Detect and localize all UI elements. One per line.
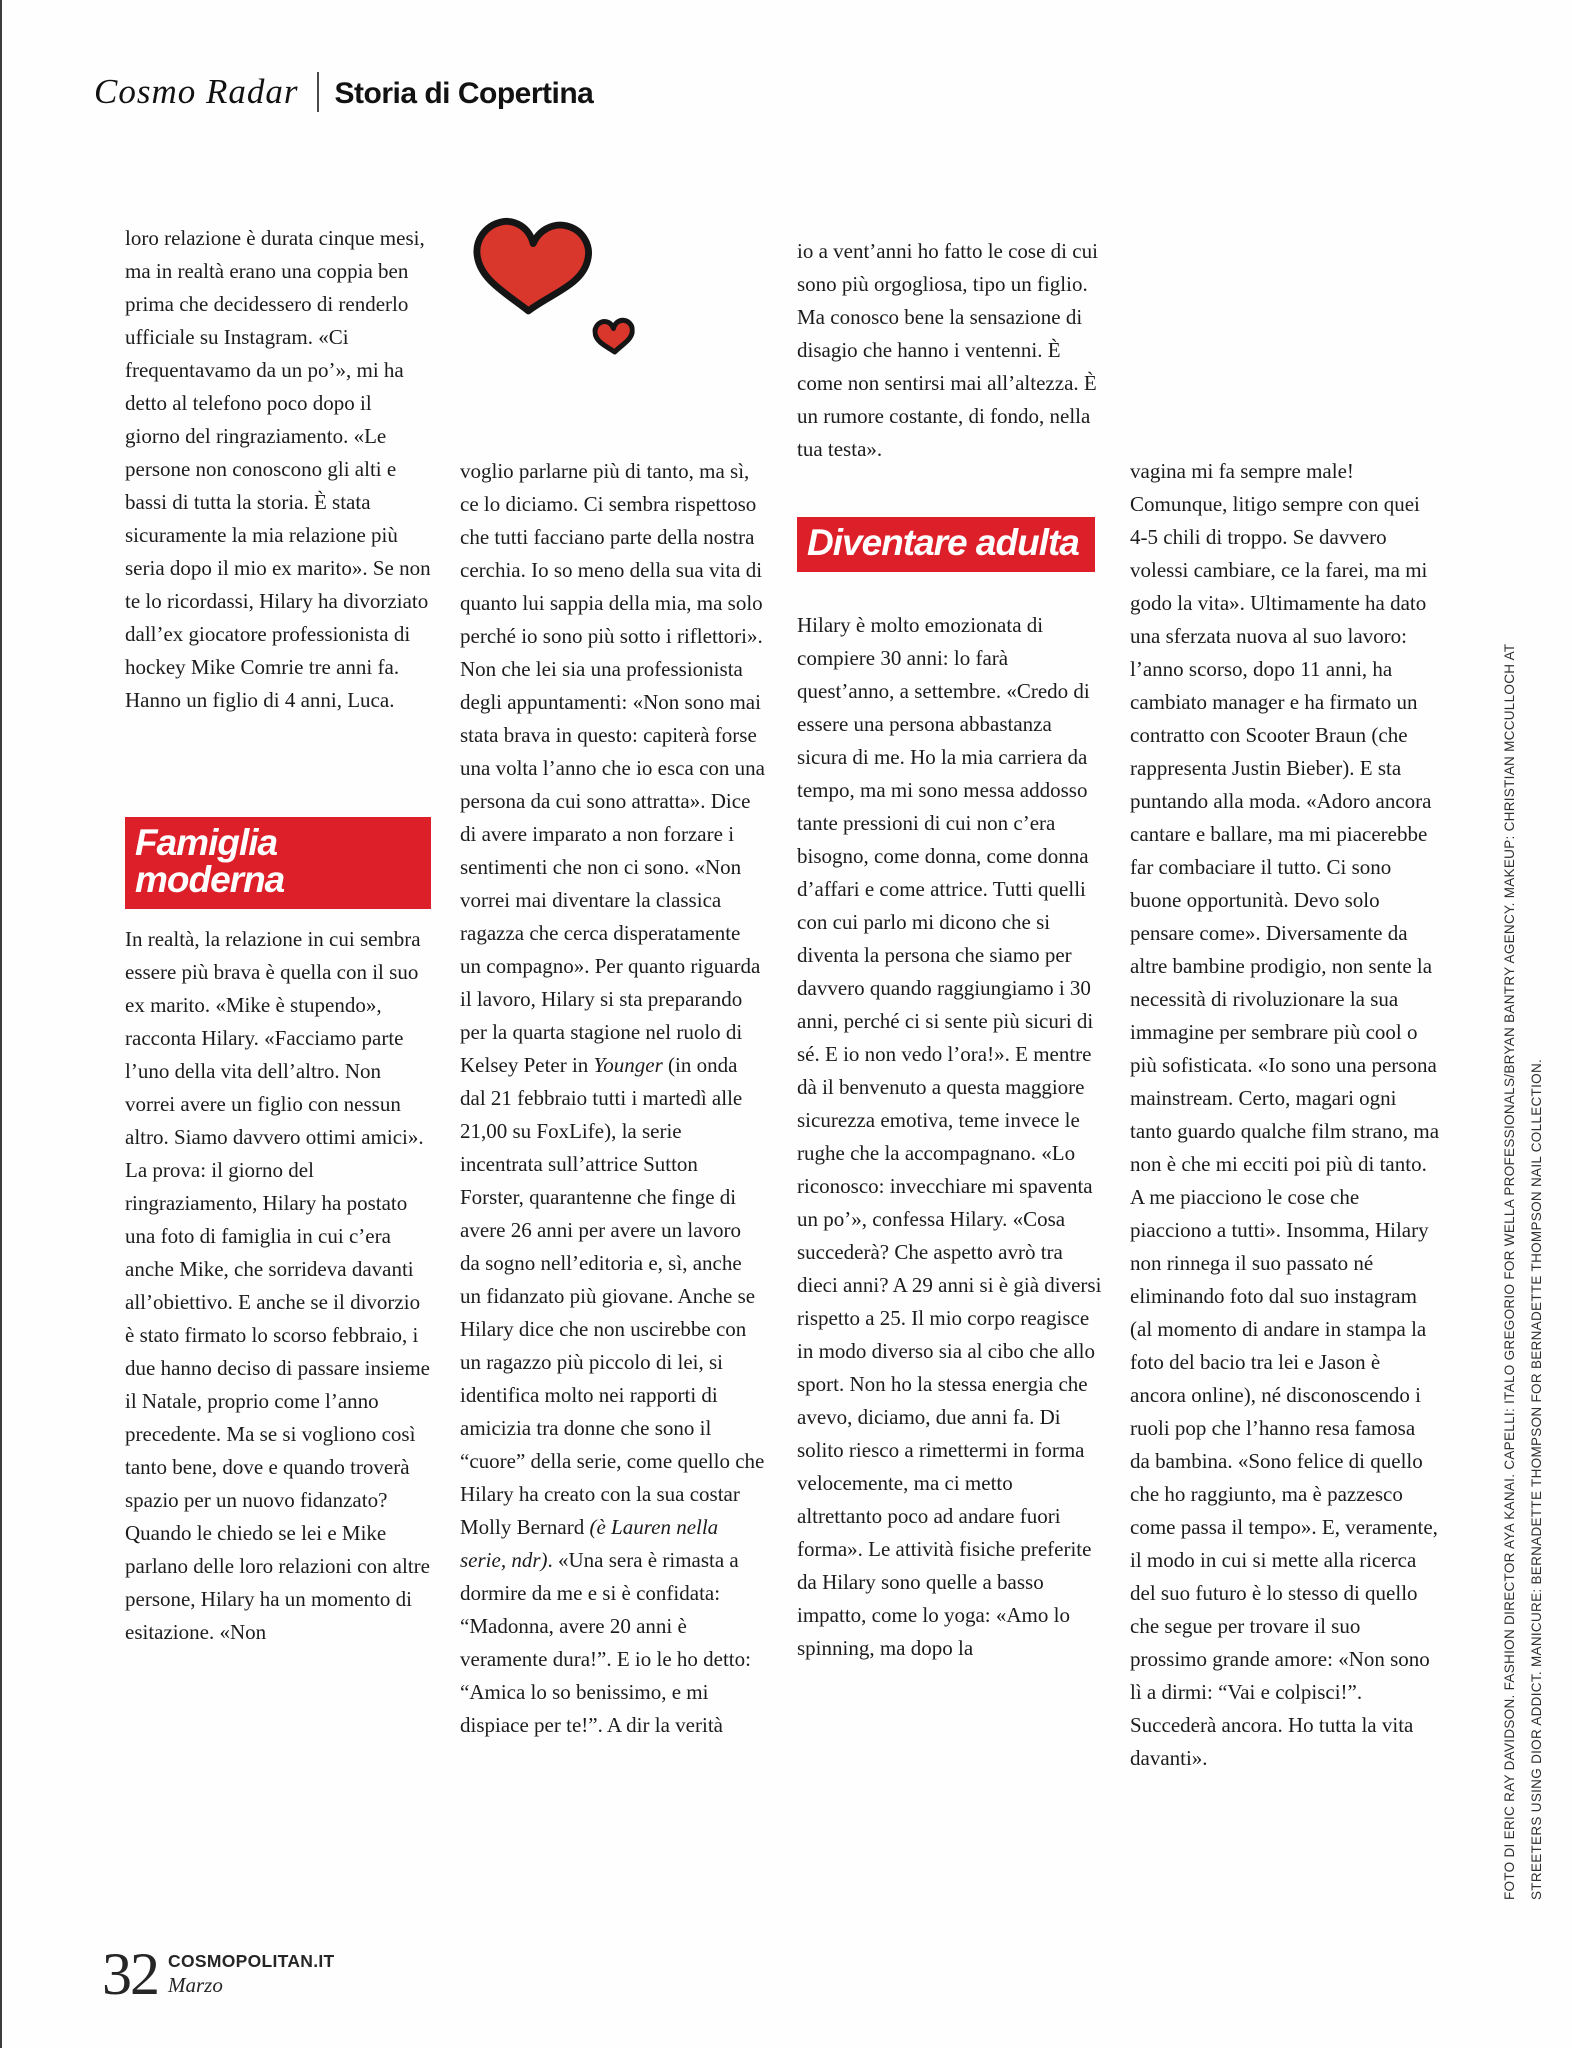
page-edge-line bbox=[0, 0, 2, 2048]
article-paragraph: Quando le chiedo se lei e Mike parlano delle loro relazioni con altre persone, Hilary ha un momento di esitazione. «Non bbox=[125, 1521, 430, 1644]
section-heading-famiglia-moderna: Famiglia moderna bbox=[125, 817, 431, 909]
article-paragraph: loro relazione è durata cinque mesi, ma in realtà erano una coppia ben prima che decidessero di renderlo ufficiale su Instagram. «Ci frequentavamo da un po’», mi ha detto al telefono poco dopo il giorno del ringraziamento. «Le persone non conoscono gli alti e bassi di tutta la storia. È stata sicuramente la mia relazione più seria dopo il mio ex marito». Se non te lo ricordassi, Hilary ha divorziato dall’ex giocatore professionista di hockey Mike Comrie tre anni fa. Hanno un figlio di 4 anni, Luca. bbox=[125, 226, 431, 712]
page-number: 32 bbox=[102, 1941, 158, 2007]
article-paragraph: vagina mi fa sempre male! Comunque, litigo sempre con quei 4-5 chili di troppo. Se davvero volessi cambiare, ce la farei, ma mi godo la vita». Ultimamente ha dato una sferzata nuova al suo lavoro: l’anno scorso, dopo 11 anni, ha cambiato manager e ha firmato un contratto con Scooter Braun (che rappresenta Justin Bieber). E sta puntando alla moda. «Adoro ancora cantare e ballare, ma mi piacerebbe far combaciare il tutto. Ci sono buone opportunità. Devo solo pensare come». Diversamente da altre bambine prodigio, non sente la necessità di rivoluzionare la sua immagine per sembrare più cool o più sofisticata. «Io sono una persona mainstream. Certo, magari ogni tanto guardo qualche film strano, ma non è che mi ecciti poi più di tanto. A me piacciono le cose che piacciono a tutti». Insomma, Hilary non rinnega il suo passato né eliminando foto dal suo instagram (al momento di andare in stampa la foto del bacio tra lei e Jason è ancora online), né disconoscendo i ruoli pop che l’hanno resa famosa da bambina. «Sono felice di quello che ho raggiunto, ma è pazzesco come passa il tempo». E, veramente, il modo in cui si mette alla ricerca del suo futuro è lo stesso di quello che segue per trovare il suo prossimo grande amore: «Non sono lì a dirmi: “Vai e colpisci!”. Succederà ancora. Ho tutta la vita davanti». bbox=[1130, 459, 1440, 1770]
article-column-1 bbox=[125, 222, 431, 1649]
article-paragraph: Hilary è molto emozionata di compiere 30 anni: lo farà quest’anno, a settembre. «Credo di essere una persona abbastanza sicura di me. Ho la mia carriera da tempo, ma mi sono messa addosso tante pressioni di cui non c’era bisogno, come donna, come donna d’affari e come attrice. Tutti quelli con cui parlo mi dicono che si diventa la persona che siamo per davvero quando raggiungiamo i 30 anni, perché ci si sente più sicuri di sé. E io non vedo l’ora!». E mentre dà il benvenuto a questa maggiore sicurezza emotiva, teme invece le rughe che la accompagnano. «Lo riconosco: invecchiare mi spaventa un po’», confessa Hilary. «Cosa succederà? Che aspetto avrò tra dieci anni? A 29 anni si è già diversi rispetto a 25. Il mio corpo reagisce in modo diverso sia al cibo che allo sport. Non ho la stessa energia che avevo, diciamo, due anni fa. Di solito riesco a rimettermi in forma velocemente, ma ci metto altrettanto poco ad andare fuori forma». Le attività fisiche preferite da Hilary sono quelle a basso impatto, come lo yoga: «Amo lo spinning, ma dopo la bbox=[797, 613, 1102, 1660]
page-header bbox=[94, 72, 593, 112]
article-column-3 bbox=[797, 235, 1103, 1665]
footer-text bbox=[168, 1951, 335, 1998]
footer-month: Marzo bbox=[168, 1972, 223, 1997]
article-paragraph: In realtà, la relazione in cui sembra essere più brava è quella con il suo ex marito. «Mike è stupendo», racconta Hilary. «Facciamo parte l’uno della vita dell’altro. Non vorrei avere un figlio con nessun altro. Siamo davvero ottimi amici». La prova: il giorno del ringraziamento, Hilary ha postato una foto di famiglia in cui c’era anche Mike, che sorrideva davanti all’obiettivo. E anche se il divorzio è stato firmato lo scorso febbraio, i due hanno deciso di passare insieme il Natale, proprio come l’anno precedente. Ma se si vogliono così tanto bene, dove e quando troverà spazio per un nuovo fidanzato? bbox=[125, 927, 430, 1512]
photo-credits-line: FOTO DI ERIC RAY DAVIDSON. FASHION DIRECTOR AYA KANAI. CAPELLI: ITALO GREGORIO FOR WELLA PROFESSIONALS/BRYAN BANTRY AGENCY. MAKEUP: CHRISTIAN MCCULLOCH AT bbox=[1502, 643, 1517, 1900]
footer-site: COSMOPOLITAN.IT bbox=[168, 1950, 335, 1971]
photo-credits bbox=[1496, 585, 1550, 1900]
article-column-4 bbox=[1130, 455, 1440, 1775]
rubric-title: Cosmo Radar bbox=[94, 72, 299, 111]
photo-credits-line: STREETERS USING DIOR ADDICT. MANICURE: BERNADETTE THOMPSON FOR BERNADETTE THOMPSON NAIL COLLECTION. bbox=[1529, 1058, 1544, 1900]
heart-icon-large bbox=[463, 213, 600, 320]
heart-icon-small bbox=[592, 313, 637, 360]
section-heading-diventare-adulta: Diventare adulta bbox=[797, 517, 1095, 572]
article-column-2 bbox=[460, 455, 766, 1742]
article-paragraph: io a vent’anni ho fatto le cose di cui sono più orgogliosa, tipo un figlio. Ma conosco bene la sensazione di disagio che hanno i ventenni. È come non sentirsi mai all’altezza. È un rumore costante, di fondo, nella tua testa». bbox=[797, 239, 1098, 461]
header-divider bbox=[317, 72, 319, 112]
page-footer bbox=[102, 1941, 335, 2007]
section-title: Storia di Copertina bbox=[334, 77, 594, 110]
article-paragraph: voglio parlarne più di tanto, ma sì, ce lo diciamo. Ci sembra rispettoso che tutti facciano parte della nostra cerchia. Io so meno della sua vita di quanto lui sappia della mia, ma solo perché io sono più sotto i riflettori». Non che lei sia una professionista degli appuntamenti: «Non sono mai stata brava in questo: capiterà forse una volta l’anno che io esca con una persona da cui sono attratta». Dice di avere imparato a non forzare i sentimenti che non ci sono. «Non vorrei mai diventare la classica ragazza che cerca disperatamente un compagno». Per quanto riguarda il lavoro, Hilary si sta preparando per la quarta stagione nel ruolo di Kelsey Peter in Younger (in onda dal 21 febbraio tutti i martedì alle 21,00 su FoxLife), la serie incentrata sull’attrice Sutton Forster, quarantenne che finge di avere 26 anni per avere un lavoro da sogno nell’editoria e, sì, anche un fidanzato più giovane. Anche se Hilary dice che non uscirebbe con un ragazzo più piccolo di lei, si identifica molto nei rapporti di amicizia tra donne che sono il “cuore” della serie, come quello che Hilary ha creato con la sua costar Molly Bernard (è Lauren nella serie, ndr). «Una sera è rimasta a dormire da me e si è confidata: “Madonna, avere 20 anni è veramente dura!”. E io le ho detto: “Amica lo so benissimo, e mi dispiace per te!”. A dir la verità bbox=[460, 459, 765, 1737]
